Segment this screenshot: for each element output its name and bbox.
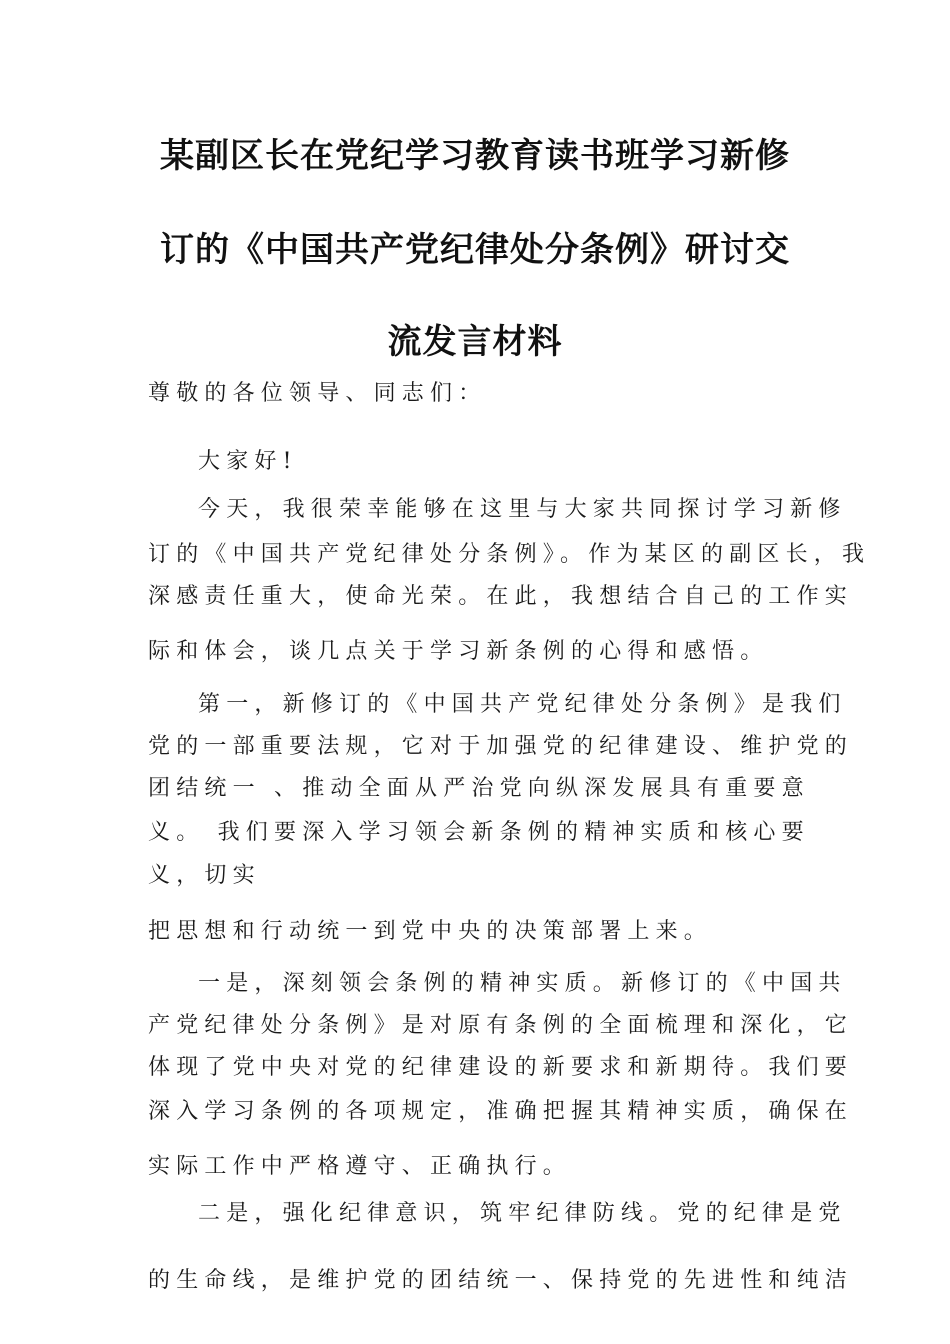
document-title-line-3: 流发言材料 [387,322,563,362]
paragraph-3-line-5: 实际工作中严格遵守、正确执行。 [148,1154,572,1179]
paragraph-2-line-4: 义。 我们要深入学习领会新条例的精神实质和核心要 [148,820,810,845]
paragraph-3-line-4: 深入学习条例的各项规定，准确把握其精神实质，确保在 [148,1099,854,1124]
paragraph-1-line-3: 深感责任重大，使命光荣。在此，我想结合自己的工作实 [148,584,854,609]
paragraph-1-line-1: 今天，我很荣幸能够在这里与大家共同探讨学习新修 [198,497,847,522]
paragraph-2-line-2: 党的一部重要法规，它对于加强党的纪律建设、维护党的 [148,734,854,759]
salutation: 尊敬的各位领导、同志们： [148,381,487,406]
paragraph-4-line-1: 二是，强化纪律意识，筑牢纪律防线。党的纪律是党 [198,1201,847,1226]
document-title-line-1: 某副区长在党纪学习教育读书班学习新修 [160,136,790,176]
paragraph-1-line-2: 订的《中国共产党纪律处分条例》。作为某区的副区长，我 [148,542,871,567]
paragraph-2-line-6: 把思想和行动统一到党中央的决策部署上来。 [148,919,713,944]
paragraph-1-line-4: 际和体会，谈几点关于学习新条例的心得和感悟。 [148,639,769,664]
paragraph-4-line-2: 的生命线，是维护党的团结统一、保持党的先进性和纯洁 [148,1268,854,1293]
paragraph-2-line-5: 义，切实 [148,863,261,888]
paragraph-2-line-3: 团结统一 、推动全面从严治党向纵深发展具有重要意 [148,776,810,801]
paragraph-3-line-2: 产党纪律处分条例》是对原有条例的全面梳理和深化，它 [148,1013,854,1038]
paragraph-3-line-1: 一是，深刻领会条例的精神实质。新修订的《中国共 [198,971,847,996]
document-title-line-2: 订的《中国共产党纪律处分条例》研讨交 [160,230,790,270]
paragraph-3-line-3: 体现了党中央对党的纪律建设的新要求和新期待。我们要 [148,1055,854,1080]
paragraph-2-line-1: 第一，新修订的《中国共产党纪律处分条例》是我们 [198,692,847,717]
greeting: 大家好! [198,449,298,474]
